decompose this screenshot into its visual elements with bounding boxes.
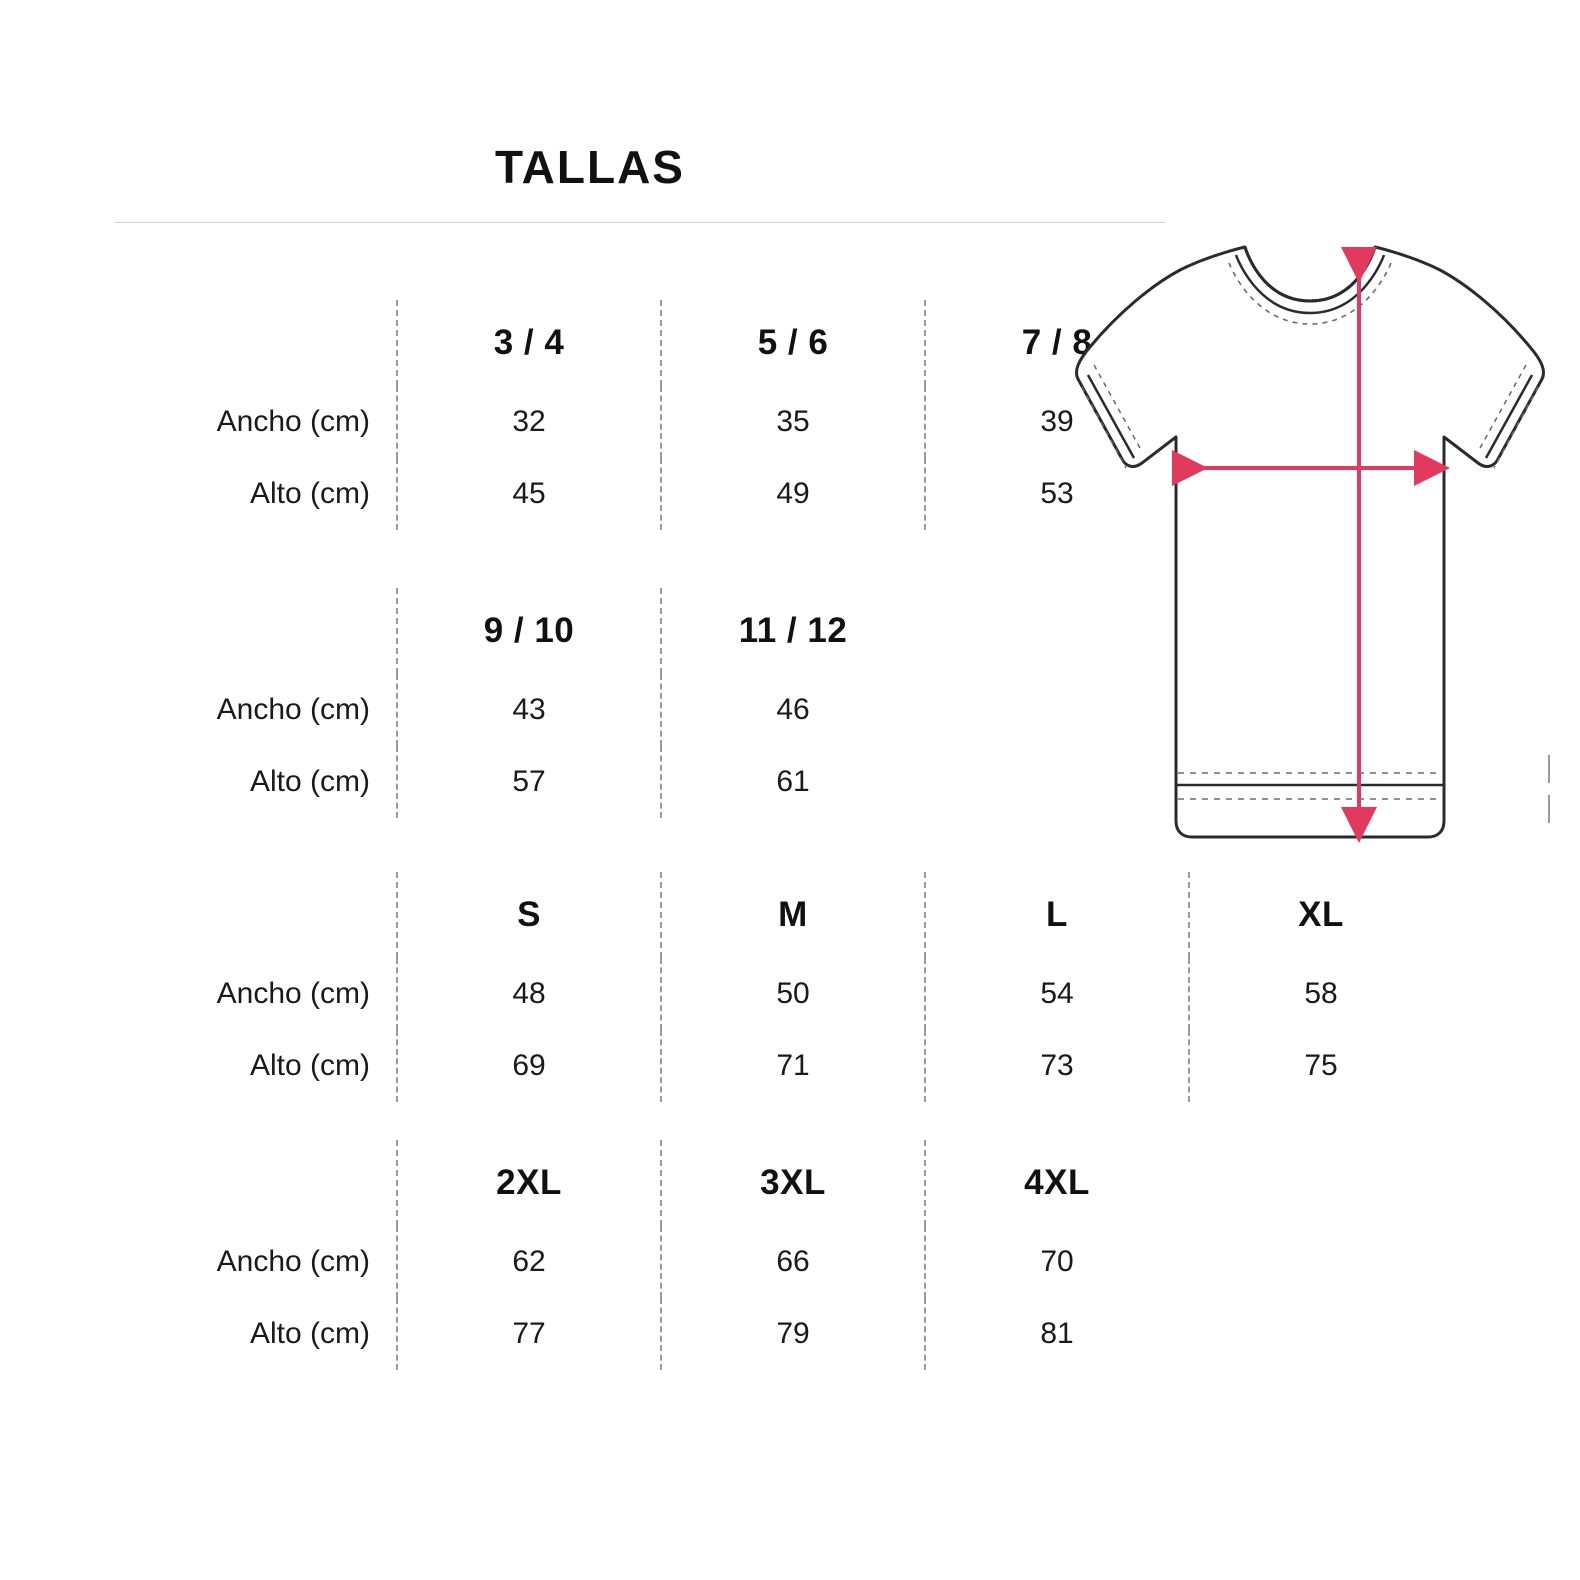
table-row-alto (120, 746, 924, 818)
size-header-cell: XL (1189, 872, 1452, 958)
table-row-alto (120, 1298, 1188, 1370)
value-cell-alto: 69 (397, 1030, 661, 1102)
table-row-ancho (120, 386, 1188, 458)
row-label-ancho: Ancho (cm) (216, 405, 370, 438)
value-cell-ancho: 35 (661, 386, 925, 458)
table-header-row (120, 588, 924, 674)
value-cell-alto: 79 (661, 1298, 925, 1370)
table-row-ancho (120, 1226, 1188, 1298)
value-cell-ancho: 62 (397, 1226, 661, 1298)
value-cell-ancho: 66 (661, 1226, 925, 1298)
size-table (120, 872, 1452, 1102)
size-header-cell: M (661, 872, 925, 958)
shirt-body-outline (1077, 247, 1544, 837)
row-label-ancho: Ancho (cm) (216, 693, 370, 726)
value-cell-alto: 73 (925, 1030, 1189, 1102)
tshirt-illustration (1060, 225, 1560, 875)
value-cell-ancho: 70 (925, 1226, 1188, 1298)
value-cell-alto: 45 (397, 458, 661, 530)
edge-dash-mark (1548, 795, 1550, 823)
table-header-row (120, 1140, 1188, 1226)
size-block-adult-large (120, 1140, 1188, 1370)
tshirt-measurement-diagram (1060, 225, 1560, 875)
value-cell-ancho: 50 (661, 958, 925, 1030)
table-row-ancho (120, 674, 924, 746)
value-cell-alto: 81 (925, 1298, 1188, 1370)
value-cell-alto: 71 (661, 1030, 925, 1102)
row-label-ancho: Ancho (cm) (216, 977, 370, 1010)
size-header-cell: 4XL (925, 1140, 1188, 1226)
row-label-alto: Alto (cm) (250, 477, 370, 510)
table-header-row (120, 300, 1188, 386)
header-corner (120, 588, 397, 674)
table-row-alto (120, 458, 1188, 530)
header-corner (120, 1140, 397, 1226)
table-row-ancho (120, 958, 1452, 1030)
row-label-ancho: Ancho (cm) (216, 1245, 370, 1278)
row-label-alto: Alto (cm) (250, 1049, 370, 1082)
value-cell-ancho: 32 (397, 386, 661, 458)
value-cell-alto: 75 (1189, 1030, 1452, 1102)
value-cell-alto: 57 (397, 746, 661, 818)
size-table (120, 300, 1188, 530)
value-cell-alto: 61 (661, 746, 924, 818)
size-block-kids-large (120, 588, 924, 818)
size-header-cell: 3XL (661, 1140, 925, 1226)
size-header-cell: 7 / 8 (925, 300, 1188, 386)
size-header-cell: 11 / 12 (661, 588, 924, 674)
title-divider (115, 222, 1165, 223)
value-cell-ancho: 46 (661, 674, 924, 746)
size-header-cell: 5 / 6 (661, 300, 925, 386)
size-block-adult-small (120, 872, 1452, 1102)
value-cell-ancho: 54 (925, 958, 1189, 1030)
header-corner (120, 872, 397, 958)
size-header-cell: 9 / 10 (397, 588, 661, 674)
table-header-row (120, 872, 1452, 958)
value-cell-ancho: 39 (925, 386, 1188, 458)
size-header-cell: 3 / 4 (397, 300, 661, 386)
size-block-kids-small (120, 300, 1188, 530)
value-cell-ancho: 48 (397, 958, 661, 1030)
edge-dash-mark (1548, 755, 1550, 783)
size-table (120, 1140, 1188, 1370)
page-title: TALLAS (494, 141, 685, 193)
size-header-cell: L (925, 872, 1189, 958)
value-cell-ancho: 43 (397, 674, 661, 746)
value-cell-alto: 77 (397, 1298, 661, 1370)
value-cell-alto: 53 (925, 458, 1188, 530)
size-table (120, 588, 924, 818)
size-header-cell: 2XL (397, 1140, 661, 1226)
value-cell-ancho: 58 (1189, 958, 1452, 1030)
row-label-alto: Alto (cm) (250, 765, 370, 798)
value-cell-alto: 49 (661, 458, 925, 530)
size-header-cell: S (397, 872, 661, 958)
header-corner (120, 300, 397, 386)
row-label-alto: Alto (cm) (250, 1317, 370, 1350)
table-row-alto (120, 1030, 1452, 1102)
